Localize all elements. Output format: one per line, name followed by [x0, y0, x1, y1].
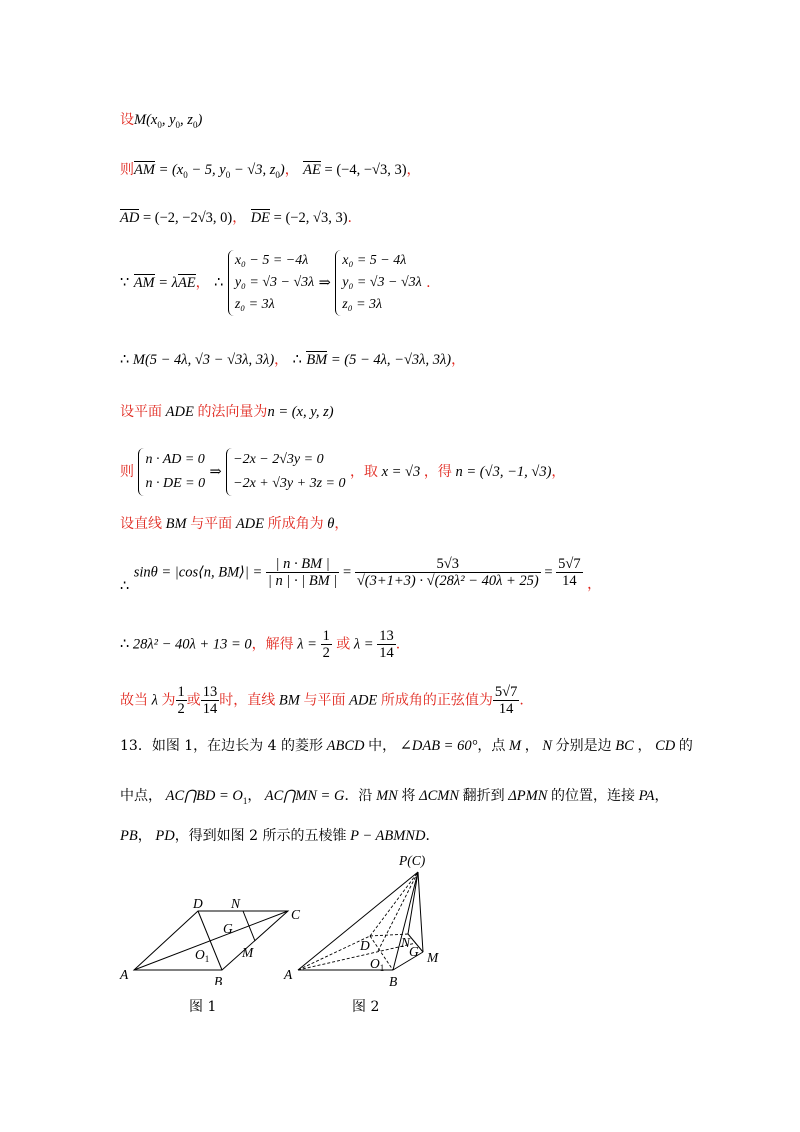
- segment-ag-hidden: [298, 943, 416, 970]
- label-n: N: [231, 896, 241, 911]
- label-a: A: [120, 967, 129, 982]
- system-b: x₀ = 5 − 4λ y₀ = √3 − √3λ z₀ = 3λ: [335, 250, 421, 316]
- q13-line-3: PB， PD，得到如图 2 所示的五棱锥 P − ABMND．: [120, 828, 440, 844]
- line-8: 设直线 BM 与平面 ADE 所成角为 θ，: [120, 516, 349, 532]
- line-4: ∵ AM = λAE， ∴ x₀ − 5 = −4λ y₀ = √3 − √3λ z₀ = 3λ ⇒ x₀ = 5 − 4λ y₀ = √3 − √3λ z₀ = 3λ .: [120, 250, 431, 316]
- label-n2: N: [401, 935, 411, 950]
- label-d: D: [193, 896, 203, 911]
- diagonal-ac: [134, 911, 288, 970]
- edge-pm: [418, 872, 423, 952]
- q13-line-2: 中点， AC⋂BD = $O_1$， AC⋂MN = G．沿 MN 将 ΔCMN 翻折到 ΔPMN 的位置，连接 PA，: [120, 788, 669, 806]
- line-11: 故当 λ 为 $\frac{1}{2}$ 或 $\frac{13}{14}$ 时，直线 BM 与平面 ADE 所成角的正弦值为 $\frac{5√7}{14}$ .: [120, 684, 524, 717]
- edge-pd-hidden: [370, 872, 418, 936]
- label-g: G: [223, 921, 233, 936]
- q13-line-1: 13．如图 1，在边长为 4 的菱形 ABCD 中， ∠DAB = 60°，点 M ， N 分别是边 BC ， CD 的: [120, 738, 693, 754]
- label-o: $O_1$: [195, 947, 210, 964]
- line-9: ∴ sinθ = |cos⟨n, BM⟩| = $\frac{| n \cdot BM |}{| n | \cdot | BM |}$ = $\frac{5√3}{\text{√(3+1+3) · √(28λ² − 40λ + 25)}}$ = $\frac{5√7}{14}$ ，: [120, 556, 602, 595]
- label-a2: A: [284, 967, 293, 982]
- line-10: ∴ 28λ² − 40λ + 13 = 0，解得 λ = $\frac{1}{2}$ 或 λ = $\frac{13}{14}$ .: [120, 628, 401, 661]
- system-c: n · AD = 0 n · DE = 0: [138, 448, 205, 496]
- label-d2: D: [360, 938, 370, 953]
- figure-2: [278, 852, 458, 992]
- label-m: M: [242, 945, 254, 960]
- line-7: 则 n · AD = 0 n · DE = 0 ⇒ −2x − 2√3y = 0 −2x + √3y + 3z = 0 ，取 x = √3 ，得 n = (√3, −1, √3)，: [120, 448, 565, 496]
- system-a: x₀ − 5 = −4λ y₀ = √3 − √3λ z₀ = 3λ: [228, 250, 314, 316]
- edge-pa: [298, 872, 418, 970]
- label-m2: M: [427, 950, 439, 965]
- label-b: B: [214, 974, 223, 985]
- line-3: AD = (−2, −2√3, 0)， DE = (−2, √3, 3).: [120, 210, 352, 226]
- figure-2-caption: 图 2: [352, 999, 380, 1015]
- label-g2: G: [409, 944, 419, 959]
- line-6: 设平面 ADE 的法向量为n = (x, y, z): [120, 404, 334, 420]
- line-5: ∴ M(5 − 4λ, √3 − √3λ, 3λ)， ∴ BM = (5 − 4λ, −√3λ, 3λ)，: [120, 352, 466, 368]
- line-1: 设$M(x_0$, $y_0$, $z_0$): [120, 112, 203, 130]
- label-c: C: [291, 907, 301, 922]
- system-d: −2x − 2√3y = 0 −2x + √3y + 3z = 0: [226, 448, 345, 496]
- label-p: P(C): [399, 853, 426, 868]
- figure-1-caption: 图 1: [189, 999, 217, 1015]
- label-b2: B: [389, 974, 398, 989]
- line-2: 则AM = ($x_0 - 5$, $y_0 - √3$, $z_0$)， AE = (−4, −√3, 3)，: [120, 162, 421, 180]
- segment-mn: [243, 911, 255, 941]
- label-o2: $O_1$: [370, 956, 385, 973]
